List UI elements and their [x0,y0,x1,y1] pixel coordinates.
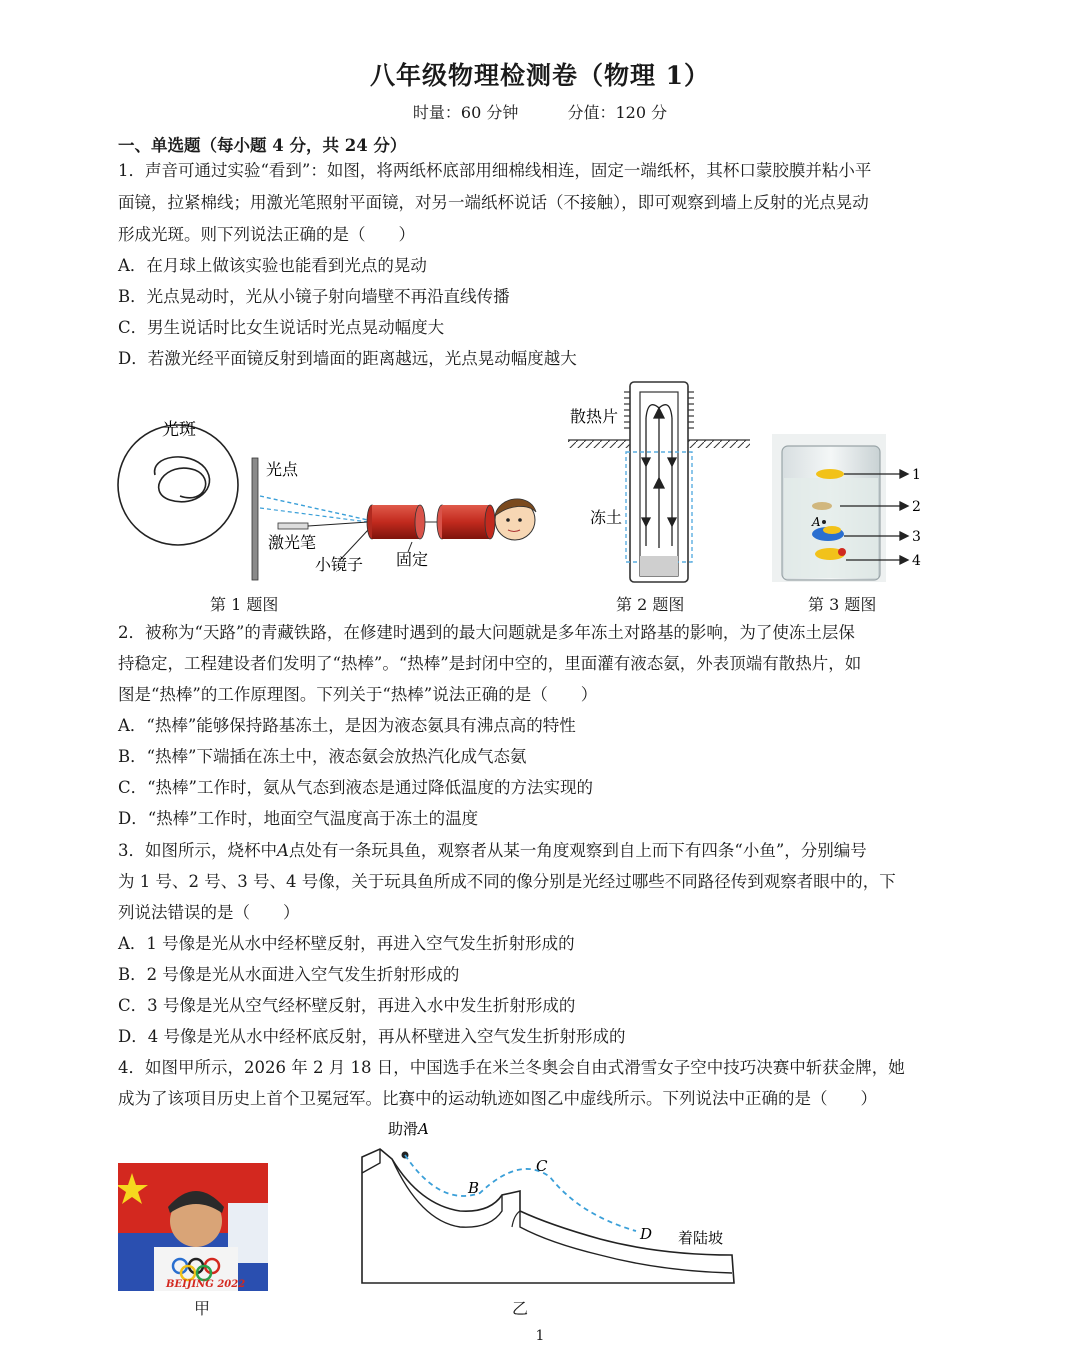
exam-meta [0,100,1080,123]
q1-line-3: 形成光斑。则下列说法正确的是（ ） [118,225,415,244]
q3-option-c: C．3 号像是光从空气经杯壁反射，再进入水中发生折射形成的 [118,996,576,1015]
q3-option-a: A．1 号像是光从水中经杯壁反射，再进入空气发生折射形成的 [118,934,575,953]
q1-option-c: C．男生说话时比女生说话时光点晃动幅度大 [118,318,445,337]
ground-left [568,440,632,448]
point-c-label: C [536,1157,548,1175]
figure-yi-caption: 乙 [512,1299,529,1318]
figure-3-caption: 第 3 题图 [808,595,877,614]
banner-text: BEIJING 2022 [166,1279,246,1290]
soil-label: 冻土 [590,508,623,527]
q2-option-a: A．“热棒”能够保持路基冻土，是因为液态氨具有沸点高的特性 [118,716,576,735]
fish-image-1 [816,469,844,479]
spot-label: 光斑 [162,420,196,440]
figure-yi-diagram [340,1115,750,1295]
q4-line-1: 4．如图甲所示，2026 年 2 月 18 日，中国选手在米兰冬奥会自由式滑雪女子空中技巧决赛中斩获金牌，她 [118,1058,905,1077]
page-title: 八年级物理检测卷（物理 1） [369,61,711,90]
q3-option-d: D．4 号像是光从水中经杯底反射，再从杯壁进入空气发生折射形成的 [118,1027,626,1046]
fish-image-2 [812,502,832,510]
laser-beam [260,496,368,520]
q3-line-3: 列说法错误的是（ ） [118,903,300,922]
landing-label: 着陆坡 [678,1229,724,1247]
q3-point-a: A [277,841,289,860]
mirror-label: 小镜子 [315,555,364,574]
q2-option-d: D．“热棒”工作时，地面空气温度高于冻土的温度 [118,809,479,828]
page-number: 1 [535,1328,545,1344]
q2-line-3: 图是“热棒”的工作原理图。下列关于“热棒”说法正确的是（ ） [118,685,598,704]
q1-option-d: D．若激光经平面镜反射到墙面的距离越远，光点晃动幅度越大 [118,349,577,368]
q4-line-2: 成为了该项目历史上首个卫冕冠军。比赛中的运动轨迹如图乙中虚线所示。下列说法中正确的是（ ） [118,1089,877,1108]
fixed-label: 固定 [396,550,429,569]
image-label-2: 2 [912,499,921,515]
q3-option-b: B．2 号像是光从水面进入空气发生折射形成的 [118,965,460,984]
q1-line-1: 1．声音可通过实验“看到”：如图，将两纸杯底部用细棉线相连，固定一端纸杯，其杯口蒙胶膜并粘小平 [118,161,872,180]
fin-label: 散热片 [570,407,619,426]
slope-outline [362,1149,734,1283]
q2-line-1: 2．被称为“天路”的青藏铁路，在修建时遇到的最大问题就是多年冻土对路基的影响，为了使冻土层保 [118,623,855,642]
q3-line-1: 3．如图所示，烧杯中A点处有一条玩具鱼，观察者从某一角度观察到自上而下有四条“小鱼”，分别编号 [118,841,867,860]
figure-jia-photo [118,1163,268,1291]
point-a-label: A [812,515,821,529]
q3-line-2: 为 1 号、2 号、3 号、4 号像，关于玩具鱼所成不同的像分别是光经过哪些不同路径传到观察者眼中的，下 [118,872,896,891]
paper-cup-right [442,505,490,539]
time-limit: 时量：60 分钟 [412,103,519,122]
start-label: 助滑A [388,1120,429,1138]
figure-jia-caption: 甲 [194,1299,211,1318]
image-label-3: 3 [912,529,921,545]
figure-2-caption: 第 2 题图 [616,595,685,614]
spot-circle [118,425,238,545]
liquid-ammonia [640,556,678,576]
point-d-label: D [640,1225,653,1243]
figure-2-diagram [560,378,760,588]
laser-pen [278,523,308,529]
point-b-label: B [468,1179,480,1197]
total-score: 分值：120 分 [567,103,668,122]
figure-1-diagram [110,400,550,590]
figure-1-caption: 第 1 题图 [210,595,279,614]
ground-right [686,440,750,448]
figure-3-diagram [770,434,930,584]
section-heading: 一、单选题（每小题 4 分，共 24 分） [118,136,407,155]
paper-cup-left [372,505,420,539]
image-label-4: 4 [912,553,921,569]
q2-option-c: C．“热棒”工作时，氨从气态到液态是通过降低温度的方法实现的 [118,778,593,797]
q2-option-b: B．“热棒”下端插在冻土中，液态氨会放热汽化成气态氨 [118,747,527,766]
dot-label: 光点 [266,460,299,479]
q1-option-b: B．光点晃动时，光从小镜子射向墙壁不再沿直线传播 [118,287,510,306]
laser-label: 激光笔 [268,533,317,552]
q1-option-a: A．在月球上做该实验也能看到光点的晃动 [118,256,427,275]
image-label-1: 1 [912,467,921,483]
point-a [822,520,826,524]
wall [252,458,258,580]
q2-line-2: 持稳定，工程建设者们发明了“热棒”。“热棒”是封闭中空的，里面灌有液态氨，外表顶端有散热片，如 [118,654,862,673]
q1-line-2: 面镜，拉紧棉线；用激光笔照射平面镜，对另一端纸杯说话（不接触），即可观察到墙上反射的光点晃动 [118,193,869,212]
